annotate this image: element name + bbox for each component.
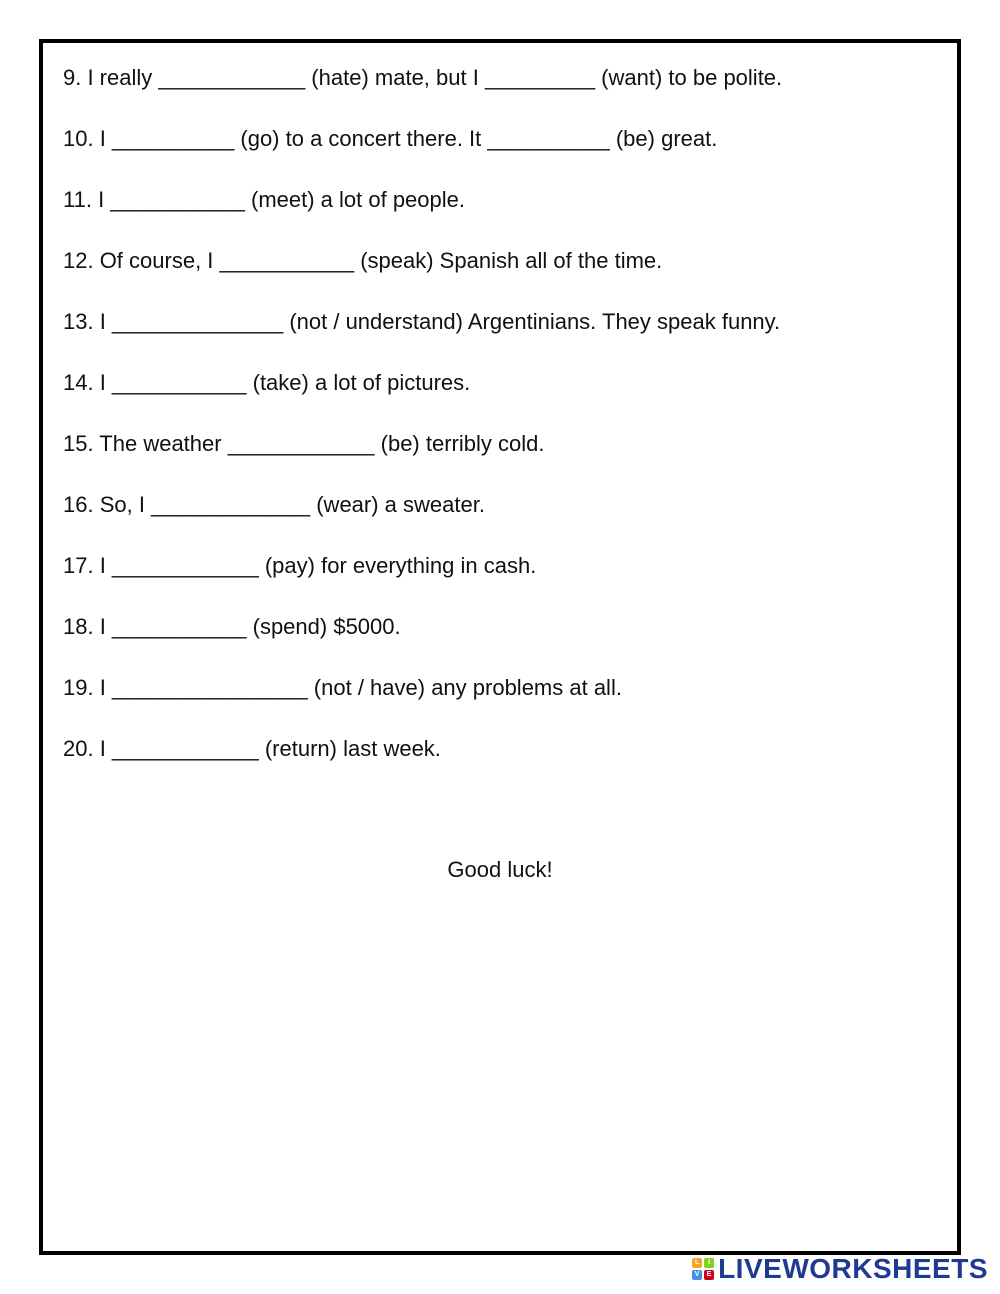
exercise-item-17: 17. I ____________ (pay) for everything in cash. <box>63 553 537 578</box>
logo-tile-l: L <box>692 1258 702 1268</box>
exercise-item-13: 13. I ______________ (not / understand) Argentinians. They speak funny. <box>63 309 781 334</box>
liveworksheets-logo <box>692 1252 988 1286</box>
exercise-item-20: 20. I ____________ (return) last week. <box>63 736 441 761</box>
worksheet-frame <box>39 39 961 1255</box>
exercise-list <box>63 63 937 795</box>
logo-tile-v: V <box>692 1270 702 1280</box>
closing-message: Good luck! <box>447 857 553 882</box>
exercise-item-10: 10. I __________ (go) to a concert there. It __________ (be) great. <box>63 126 718 151</box>
liveworksheets-logo-icon <box>692 1258 714 1280</box>
logo-tile-e: E <box>704 1270 714 1280</box>
exercise-item-18: 18. I ___________ (spend) $5000. <box>63 614 401 639</box>
exercise-item-15: 15. The weather ____________ (be) terribly cold. <box>63 431 545 456</box>
exercise-item-16: 16. So, I _____________ (wear) a sweater. <box>63 492 485 517</box>
exercise-item-14: 14. I ___________ (take) a lot of pictures. <box>63 370 471 395</box>
exercise-item-12: 12. Of course, I ___________ (speak) Spanish all of the time. <box>63 248 663 273</box>
exercise-item-19: 19. I ________________ (not / have) any problems at all. <box>63 675 622 700</box>
logo-tile-i: I <box>704 1258 714 1268</box>
liveworksheets-wordmark: LIVEWORKSHEETS <box>718 1253 988 1284</box>
exercise-item-11: 11. I ___________ (meet) a lot of people. <box>63 187 465 212</box>
exercise-item-9: 9. I really ____________ (hate) mate, but I _________ (want) to be polite. <box>63 65 783 90</box>
